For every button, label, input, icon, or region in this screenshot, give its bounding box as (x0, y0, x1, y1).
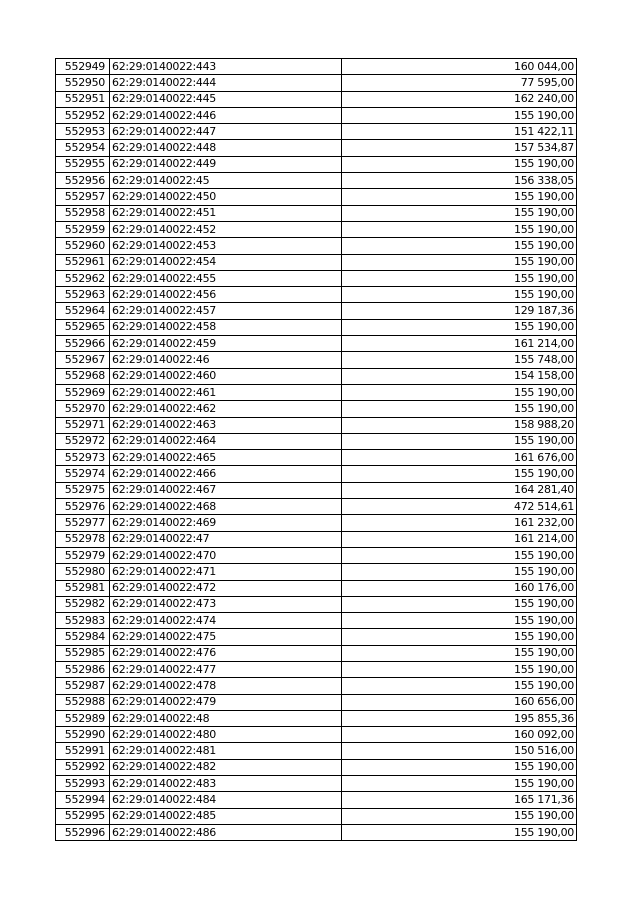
table-row (56, 499, 577, 515)
cadastral-value-cell: 155 190,00 (342, 254, 577, 270)
table-row (56, 221, 577, 237)
cadastral-value-cell: 155 190,00 (342, 547, 577, 563)
cadastral-number-cell: 62:29:0140022:465 (110, 450, 342, 466)
table-body (56, 59, 577, 841)
cadastral-number-cell: 62:29:0140022:455 (110, 270, 342, 286)
cadastral-number-cell: 62:29:0140022:448 (110, 140, 342, 156)
table-row (56, 792, 577, 808)
table-row (56, 547, 577, 563)
cadastral-value-cell: 155 190,00 (342, 466, 577, 482)
table-row (56, 254, 577, 270)
cadastral-value-cell: 155 190,00 (342, 156, 577, 172)
row-id-cell: 552983 (56, 613, 110, 629)
cadastral-value-cell: 77 595,00 (342, 75, 577, 91)
cadastral-number-cell: 62:29:0140022:476 (110, 645, 342, 661)
table-row (56, 808, 577, 824)
cadastral-value-cell: 158 988,20 (342, 417, 577, 433)
table-row (56, 336, 577, 352)
table-row (56, 417, 577, 433)
row-id-cell: 552992 (56, 759, 110, 775)
table-row (56, 531, 577, 547)
row-id-cell: 552963 (56, 287, 110, 303)
row-id-cell: 552978 (56, 531, 110, 547)
cadastral-number-cell: 62:29:0140022:478 (110, 678, 342, 694)
cadastral-value-cell: 155 190,00 (342, 401, 577, 417)
row-id-cell: 552961 (56, 254, 110, 270)
row-id-cell: 552960 (56, 238, 110, 254)
table-row (56, 189, 577, 205)
row-id-cell: 552995 (56, 808, 110, 824)
table-row (56, 433, 577, 449)
cadastral-value-cell: 165 171,36 (342, 792, 577, 808)
cadastral-number-cell: 62:29:0140022:45 (110, 173, 342, 189)
row-id-cell: 552967 (56, 352, 110, 368)
cadastral-value-cell: 161 676,00 (342, 450, 577, 466)
cadastral-value-cell: 155 190,00 (342, 596, 577, 612)
row-id-cell: 552964 (56, 303, 110, 319)
cadastral-number-cell: 62:29:0140022:486 (110, 824, 342, 840)
row-id-cell: 552951 (56, 91, 110, 107)
cadastral-number-cell: 62:29:0140022:456 (110, 287, 342, 303)
row-id-cell: 552969 (56, 384, 110, 400)
table-row (56, 59, 577, 75)
cadastral-number-cell: 62:29:0140022:459 (110, 336, 342, 352)
row-id-cell: 552953 (56, 124, 110, 140)
cadastral-number-cell: 62:29:0140022:454 (110, 254, 342, 270)
row-id-cell: 552994 (56, 792, 110, 808)
cadastral-value-cell: 151 422,11 (342, 124, 577, 140)
cadastral-value-cell: 155 190,00 (342, 808, 577, 824)
cadastral-value-cell: 155 190,00 (342, 319, 577, 335)
cadastral-value-cell: 162 240,00 (342, 91, 577, 107)
cadastral-number-cell: 62:29:0140022:474 (110, 613, 342, 629)
table-row (56, 678, 577, 694)
table-row (56, 564, 577, 580)
cadastral-value-cell: 155 190,00 (342, 221, 577, 237)
cadastral-number-cell: 62:29:0140022:449 (110, 156, 342, 172)
cadastral-value-cell: 155 190,00 (342, 824, 577, 840)
cadastral-value-cell: 154 158,00 (342, 368, 577, 384)
cadastral-value-cell: 155 190,00 (342, 205, 577, 221)
table-row (56, 287, 577, 303)
row-id-cell: 552965 (56, 319, 110, 335)
cadastral-value-cell: 155 748,00 (342, 352, 577, 368)
row-id-cell: 552974 (56, 466, 110, 482)
cadastral-value-cell: 161 232,00 (342, 515, 577, 531)
cadastral-number-cell: 62:29:0140022:451 (110, 205, 342, 221)
row-id-cell: 552970 (56, 401, 110, 417)
cadastral-value-table (55, 58, 577, 841)
row-id-cell: 552990 (56, 727, 110, 743)
row-id-cell: 552959 (56, 221, 110, 237)
cadastral-value-cell: 160 044,00 (342, 59, 577, 75)
cadastral-value-cell: 472 514,61 (342, 499, 577, 515)
cadastral-number-cell: 62:29:0140022:467 (110, 482, 342, 498)
cadastral-number-cell: 62:29:0140022:450 (110, 189, 342, 205)
cadastral-value-cell: 155 190,00 (342, 678, 577, 694)
table-row (56, 205, 577, 221)
table-row (56, 596, 577, 612)
cadastral-value-cell: 155 190,00 (342, 107, 577, 123)
table-row (56, 238, 577, 254)
table-row (56, 645, 577, 661)
cadastral-number-cell: 62:29:0140022:452 (110, 221, 342, 237)
cadastral-number-cell: 62:29:0140022:477 (110, 661, 342, 677)
row-id-cell: 552988 (56, 694, 110, 710)
row-id-cell: 552996 (56, 824, 110, 840)
row-id-cell: 552991 (56, 743, 110, 759)
row-id-cell: 552977 (56, 515, 110, 531)
row-id-cell: 552979 (56, 547, 110, 563)
document-page (55, 58, 577, 841)
row-id-cell: 552982 (56, 596, 110, 612)
cadastral-value-cell: 155 190,00 (342, 645, 577, 661)
cadastral-number-cell: 62:29:0140022:484 (110, 792, 342, 808)
cadastral-number-cell: 62:29:0140022:483 (110, 776, 342, 792)
cadastral-value-cell: 150 516,00 (342, 743, 577, 759)
cadastral-number-cell: 62:29:0140022:463 (110, 417, 342, 433)
row-id-cell: 552984 (56, 629, 110, 645)
cadastral-number-cell: 62:29:0140022:469 (110, 515, 342, 531)
cadastral-number-cell: 62:29:0140022:48 (110, 710, 342, 726)
row-id-cell: 552985 (56, 645, 110, 661)
row-id-cell: 552952 (56, 107, 110, 123)
cadastral-value-cell: 160 092,00 (342, 727, 577, 743)
cadastral-value-cell: 155 190,00 (342, 613, 577, 629)
row-id-cell: 552962 (56, 270, 110, 286)
row-id-cell: 552957 (56, 189, 110, 205)
table-row (56, 776, 577, 792)
row-id-cell: 552972 (56, 433, 110, 449)
table-row (56, 303, 577, 319)
cadastral-value-cell: 155 190,00 (342, 564, 577, 580)
cadastral-number-cell: 62:29:0140022:446 (110, 107, 342, 123)
cadastral-value-cell: 155 190,00 (342, 238, 577, 254)
table-row (56, 613, 577, 629)
row-id-cell: 552968 (56, 368, 110, 384)
table-row (56, 173, 577, 189)
row-id-cell: 552956 (56, 173, 110, 189)
table-row (56, 580, 577, 596)
table-row (56, 759, 577, 775)
cadastral-number-cell: 62:29:0140022:466 (110, 466, 342, 482)
row-id-cell: 552975 (56, 482, 110, 498)
cadastral-number-cell: 62:29:0140022:472 (110, 580, 342, 596)
row-id-cell: 552954 (56, 140, 110, 156)
row-id-cell: 552987 (56, 678, 110, 694)
cadastral-number-cell: 62:29:0140022:485 (110, 808, 342, 824)
table-row (56, 401, 577, 417)
cadastral-number-cell: 62:29:0140022:462 (110, 401, 342, 417)
row-id-cell: 552971 (56, 417, 110, 433)
row-id-cell: 552955 (56, 156, 110, 172)
cadastral-number-cell: 62:29:0140022:453 (110, 238, 342, 254)
cadastral-value-cell: 156 338,05 (342, 173, 577, 189)
table-row (56, 824, 577, 840)
table-row (56, 694, 577, 710)
table-row (56, 75, 577, 91)
table-row (56, 91, 577, 107)
cadastral-number-cell: 62:29:0140022:447 (110, 124, 342, 140)
table-row (56, 124, 577, 140)
cadastral-value-cell: 155 190,00 (342, 433, 577, 449)
table-row (56, 140, 577, 156)
cadastral-number-cell: 62:29:0140022:461 (110, 384, 342, 400)
cadastral-value-cell: 155 190,00 (342, 661, 577, 677)
table-row (56, 661, 577, 677)
table-row (56, 368, 577, 384)
cadastral-value-cell: 129 187,36 (342, 303, 577, 319)
table-row (56, 450, 577, 466)
row-id-cell: 552980 (56, 564, 110, 580)
cadastral-number-cell: 62:29:0140022:445 (110, 91, 342, 107)
table-row (56, 743, 577, 759)
cadastral-value-cell: 161 214,00 (342, 531, 577, 547)
cadastral-number-cell: 62:29:0140022:47 (110, 531, 342, 547)
table-row (56, 270, 577, 286)
cadastral-value-cell: 155 190,00 (342, 270, 577, 286)
cadastral-number-cell: 62:29:0140022:481 (110, 743, 342, 759)
cadastral-number-cell: 62:29:0140022:471 (110, 564, 342, 580)
cadastral-number-cell: 62:29:0140022:46 (110, 352, 342, 368)
table-row (56, 466, 577, 482)
cadastral-number-cell: 62:29:0140022:468 (110, 499, 342, 515)
row-id-cell: 552949 (56, 59, 110, 75)
cadastral-value-cell: 161 214,00 (342, 336, 577, 352)
cadastral-value-cell: 157 534,87 (342, 140, 577, 156)
cadastral-value-cell: 195 855,36 (342, 710, 577, 726)
cadastral-number-cell: 62:29:0140022:460 (110, 368, 342, 384)
cadastral-value-cell: 155 190,00 (342, 629, 577, 645)
table-row (56, 384, 577, 400)
cadastral-number-cell: 62:29:0140022:479 (110, 694, 342, 710)
table-row (56, 515, 577, 531)
cadastral-number-cell: 62:29:0140022:464 (110, 433, 342, 449)
cadastral-value-cell: 155 190,00 (342, 287, 577, 303)
cadastral-number-cell: 62:29:0140022:473 (110, 596, 342, 612)
row-id-cell: 552993 (56, 776, 110, 792)
cadastral-value-cell: 155 190,00 (342, 384, 577, 400)
table-row (56, 156, 577, 172)
cadastral-value-cell: 155 190,00 (342, 189, 577, 205)
cadastral-number-cell: 62:29:0140022:482 (110, 759, 342, 775)
cadastral-value-cell: 155 190,00 (342, 776, 577, 792)
cadastral-number-cell: 62:29:0140022:480 (110, 727, 342, 743)
cadastral-value-cell: 164 281,40 (342, 482, 577, 498)
cadastral-number-cell: 62:29:0140022:458 (110, 319, 342, 335)
cadastral-value-cell: 160 656,00 (342, 694, 577, 710)
table-row (56, 727, 577, 743)
row-id-cell: 552981 (56, 580, 110, 596)
row-id-cell: 552989 (56, 710, 110, 726)
table-row (56, 710, 577, 726)
table-row (56, 352, 577, 368)
table-row (56, 107, 577, 123)
row-id-cell: 552973 (56, 450, 110, 466)
row-id-cell: 552950 (56, 75, 110, 91)
table-row (56, 319, 577, 335)
table-row (56, 629, 577, 645)
cadastral-number-cell: 62:29:0140022:475 (110, 629, 342, 645)
row-id-cell: 552958 (56, 205, 110, 221)
cadastral-number-cell: 62:29:0140022:457 (110, 303, 342, 319)
table-row (56, 482, 577, 498)
cadastral-value-cell: 160 176,00 (342, 580, 577, 596)
cadastral-number-cell: 62:29:0140022:444 (110, 75, 342, 91)
row-id-cell: 552976 (56, 499, 110, 515)
row-id-cell: 552986 (56, 661, 110, 677)
row-id-cell: 552966 (56, 336, 110, 352)
cadastral-number-cell: 62:29:0140022:443 (110, 59, 342, 75)
cadastral-number-cell: 62:29:0140022:470 (110, 547, 342, 563)
cadastral-value-cell: 155 190,00 (342, 759, 577, 775)
